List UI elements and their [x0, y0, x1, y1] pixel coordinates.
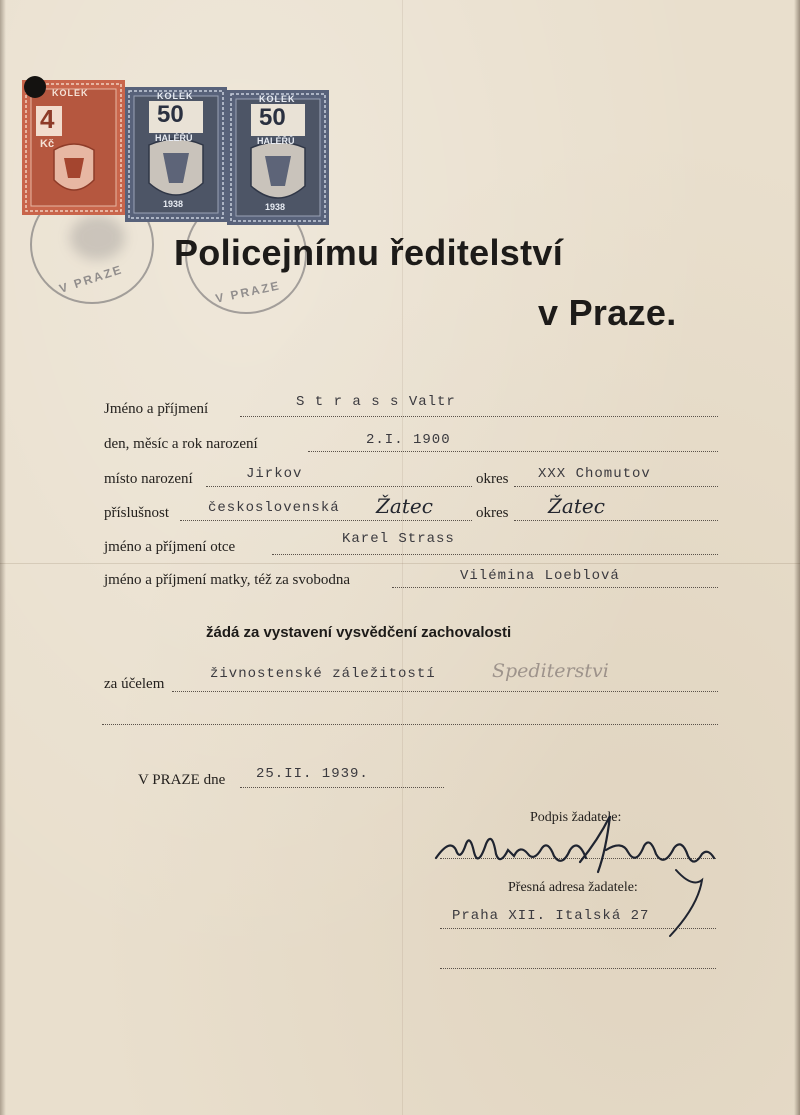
district2-label: okres	[476, 505, 509, 521]
district2-dotted-line	[514, 520, 718, 521]
document-title-line2: v Praze.	[538, 292, 677, 333]
stamp-value: 50	[157, 101, 184, 128]
father-value: Karel Strass	[342, 531, 455, 547]
name-dotted-line	[240, 416, 718, 417]
revenue-stamp-4-kc	[22, 80, 125, 215]
postmark-smudge	[70, 215, 125, 260]
address-extra-dotted-line	[440, 968, 716, 969]
revenue-stamp-50-haleru-2	[227, 90, 329, 225]
revenue-stamp-50-haleru-1	[125, 87, 227, 222]
address-dotted-line	[440, 928, 716, 929]
district-value: XXX Chomutov	[538, 466, 651, 482]
father-dotted-line	[272, 554, 718, 555]
address-label: Přesná adresa žadatele:	[508, 880, 638, 895]
stamp-header: KOLEK	[157, 91, 194, 101]
stamp-year: 1938	[163, 199, 184, 209]
stamp-unit: HALÉŘŮ	[257, 136, 295, 146]
stamp-unit: Kč	[40, 138, 55, 150]
stamp-value: 50	[259, 104, 286, 131]
place-date-label: V PRAZE dne	[138, 772, 226, 788]
fold-line-vertical	[402, 0, 403, 1115]
birthplace-label: místo narození	[104, 471, 193, 487]
birth-date-value: 2.I. 1900	[366, 432, 451, 448]
purpose-pencil-note: Spediterstvi	[492, 660, 609, 682]
purpose-extra-dotted-line	[102, 724, 718, 725]
document-title-line1: Policejnímu ředitelství	[174, 232, 564, 273]
request-heading: žádá za vystavení vysvědčení zachovalosti	[206, 624, 512, 641]
mother-dotted-line	[392, 587, 718, 588]
name-value: S t r a s s Valtr	[296, 394, 456, 410]
paper-edge-left	[0, 0, 6, 1115]
birthplace-dotted-line	[206, 486, 472, 487]
stamp-year: 1938	[265, 202, 286, 212]
birth-date-label: den, měsíc a rok narození	[104, 436, 258, 452]
postmark-right-text: V PRAZE	[214, 278, 282, 306]
citizenship-dotted-line	[180, 520, 472, 521]
birthplace-value: Jirkov	[246, 466, 303, 482]
citizenship-value: československá	[208, 500, 340, 516]
address-value: Praha XII. Italská 27	[452, 908, 650, 924]
district-label: okres	[476, 471, 509, 487]
purpose-dotted-line	[172, 691, 718, 692]
date-dotted-line	[240, 787, 444, 788]
district-dotted-line	[514, 486, 718, 487]
mother-label: jméno a příjmení matky, též za svobodna	[104, 572, 351, 588]
stamp-value: 4	[40, 104, 55, 134]
signature-label: Podpis žadatele:	[530, 810, 622, 825]
paper-edge-right	[794, 0, 800, 1115]
father-label: jméno a příjmení otce	[104, 539, 236, 555]
district2-handwritten: Žatec	[548, 494, 605, 518]
date-value: 25.II. 1939.	[256, 766, 369, 782]
birth-date-dotted-line	[308, 451, 718, 452]
stamp-header: KOLEK	[52, 88, 89, 98]
stamp-header: KOLEK	[259, 94, 296, 104]
postmark-left-text: V PRAZE	[57, 262, 125, 296]
fold-line-horizontal	[0, 563, 800, 564]
citizenship-handwritten: Žatec	[376, 494, 433, 518]
citizenship-label: příslušnost	[104, 505, 170, 521]
mother-value: Vilémina Loeblová	[460, 568, 620, 584]
stamp-unit: HALÉŘŮ	[155, 133, 193, 143]
purpose-value: živnostenské záležitostí	[210, 666, 436, 682]
purpose-label: za účelem	[104, 676, 165, 692]
punch-hole	[24, 76, 46, 98]
name-label: Jméno a příjmení	[104, 401, 209, 417]
